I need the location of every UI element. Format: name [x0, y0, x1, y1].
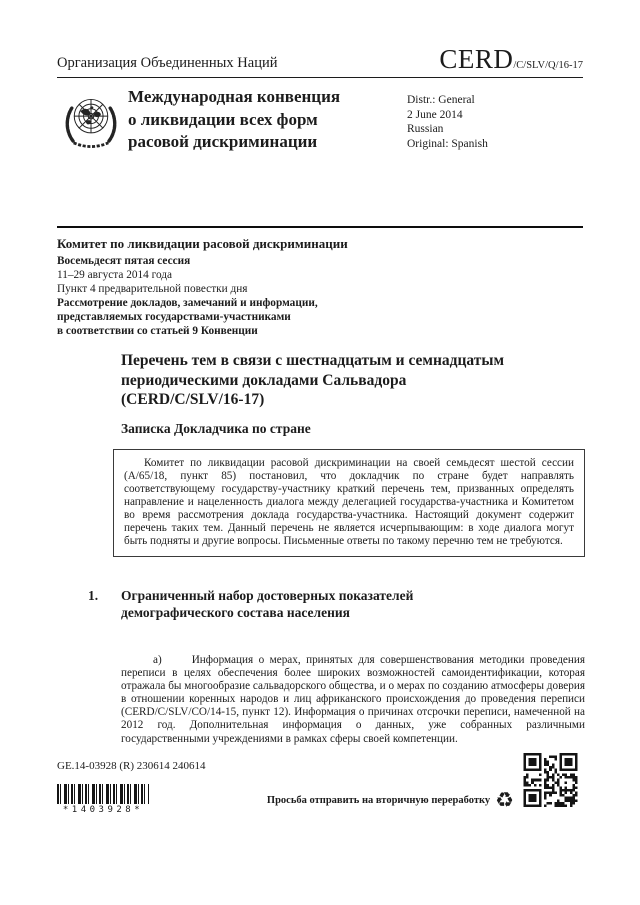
date-line: 2 June 2014 — [407, 108, 463, 121]
session-title: Восемьдесят пятая сессия — [57, 255, 191, 267]
org-name: Организация Объединенных Наций — [57, 55, 278, 71]
convention-title-line: Международная конвенция — [128, 87, 341, 106]
agenda-title-line: в соответствии со статьей 9 Конвенции — [57, 325, 258, 337]
header-rule — [57, 77, 583, 78]
document-title — [121, 351, 504, 410]
committee-name: Комитет по ликвидации расовой дискриминации — [57, 236, 348, 251]
language-line: Russian — [407, 123, 444, 135]
section-item-paragraph — [121, 654, 585, 746]
note-box — [113, 449, 585, 557]
barcode-text: *1403928* — [62, 805, 144, 815]
section-number: 1. — [88, 588, 99, 603]
original-language-line: Original: Spanish — [407, 137, 488, 150]
document-title-line: периодическими докладами Сальвадора — [121, 371, 407, 389]
recycle-notice — [267, 790, 514, 811]
section-heading-line: Ограниченный набор достоверных показателей — [121, 588, 414, 603]
distr-line: Distr.: General — [407, 94, 475, 106]
barcode — [57, 784, 149, 815]
masthead-rule — [57, 226, 583, 228]
section-heading-line: демографического состава населения — [121, 604, 350, 620]
section-heading — [88, 588, 541, 621]
item-text: Информация о мерах, принятых для совершенствования методики проведения переписи в целях обеспечения более широких возможностей самоидентификации, которая отражала бы многообразие сальвадорского общества, и о мерах по созданию атмосферы доверия в отношении коренных народов и лиц африканского происхождения до проведения переписи (CERD/C/SLV/CO/14-15, пункт 12). Информация о причинах отсрочки переписи, намеченной на 2012 год. Дополнительная информация о данных, уже собранных различными государственными учреждениями в рамках сферы своей компетенции. — [121, 654, 585, 745]
ge-number: GE.14-03928 (R) 230614 240614 — [57, 760, 206, 772]
item-label: а) — [153, 654, 162, 666]
barcode-bars-icon — [57, 784, 149, 804]
agenda-title-line: Рассмотрение докладов, замечаний и информации, — [57, 297, 318, 309]
session-dates: 11–29 августа 2014 года — [57, 269, 173, 281]
document-title-line: Перечень тем в связи с шестнадцатым и семнадцатым — [121, 352, 505, 369]
document-symbol — [439, 44, 583, 75]
un-emblem-icon — [60, 85, 122, 161]
committee-block — [57, 237, 348, 338]
recycle-text: Просьба отправить на вторичную переработку — [266, 795, 491, 806]
convention-title-line: расовой дискриминации — [128, 132, 318, 151]
document-symbol-suffix: /C/SLV/Q/16-17 — [513, 60, 583, 71]
document-subtitle: Записка Докладчика по стране — [121, 421, 311, 436]
document-symbol-main: CERD — [439, 44, 514, 74]
convention-title-line: о ликвидации всех форм — [128, 109, 318, 129]
agenda-title-line: представляемых государствами-участниками — [57, 311, 291, 323]
recycle-icon: ♻ — [495, 788, 514, 812]
qr-code — [523, 753, 578, 807]
note-box-text: Комитет по ликвидации расовой дискриминации на своей семьдесят шестой сессии (A/65/18, пункт 85) постановил, что докладчик по стране будет направлять соответствующему государству-участнику краткий перечень тем, призванных определять направление и нацеленность диалога между делегацией государства-участника и Комитетом во время рассмотрения доклада государства-участника. Настоящий документ содержит перечень таких тем. Данный перечень не является исчерпывающим: в ходе диалога могут быть подняты и другие вопросы. Письменные ответы по такому перечню тем не требуются. — [124, 457, 574, 547]
distribution-block — [407, 93, 488, 151]
document-title-line: (CERD/C/SLV/16-17) — [121, 391, 265, 408]
convention-title — [128, 86, 340, 154]
agenda-item: Пункт 4 предварительной повестки дня — [57, 283, 248, 295]
